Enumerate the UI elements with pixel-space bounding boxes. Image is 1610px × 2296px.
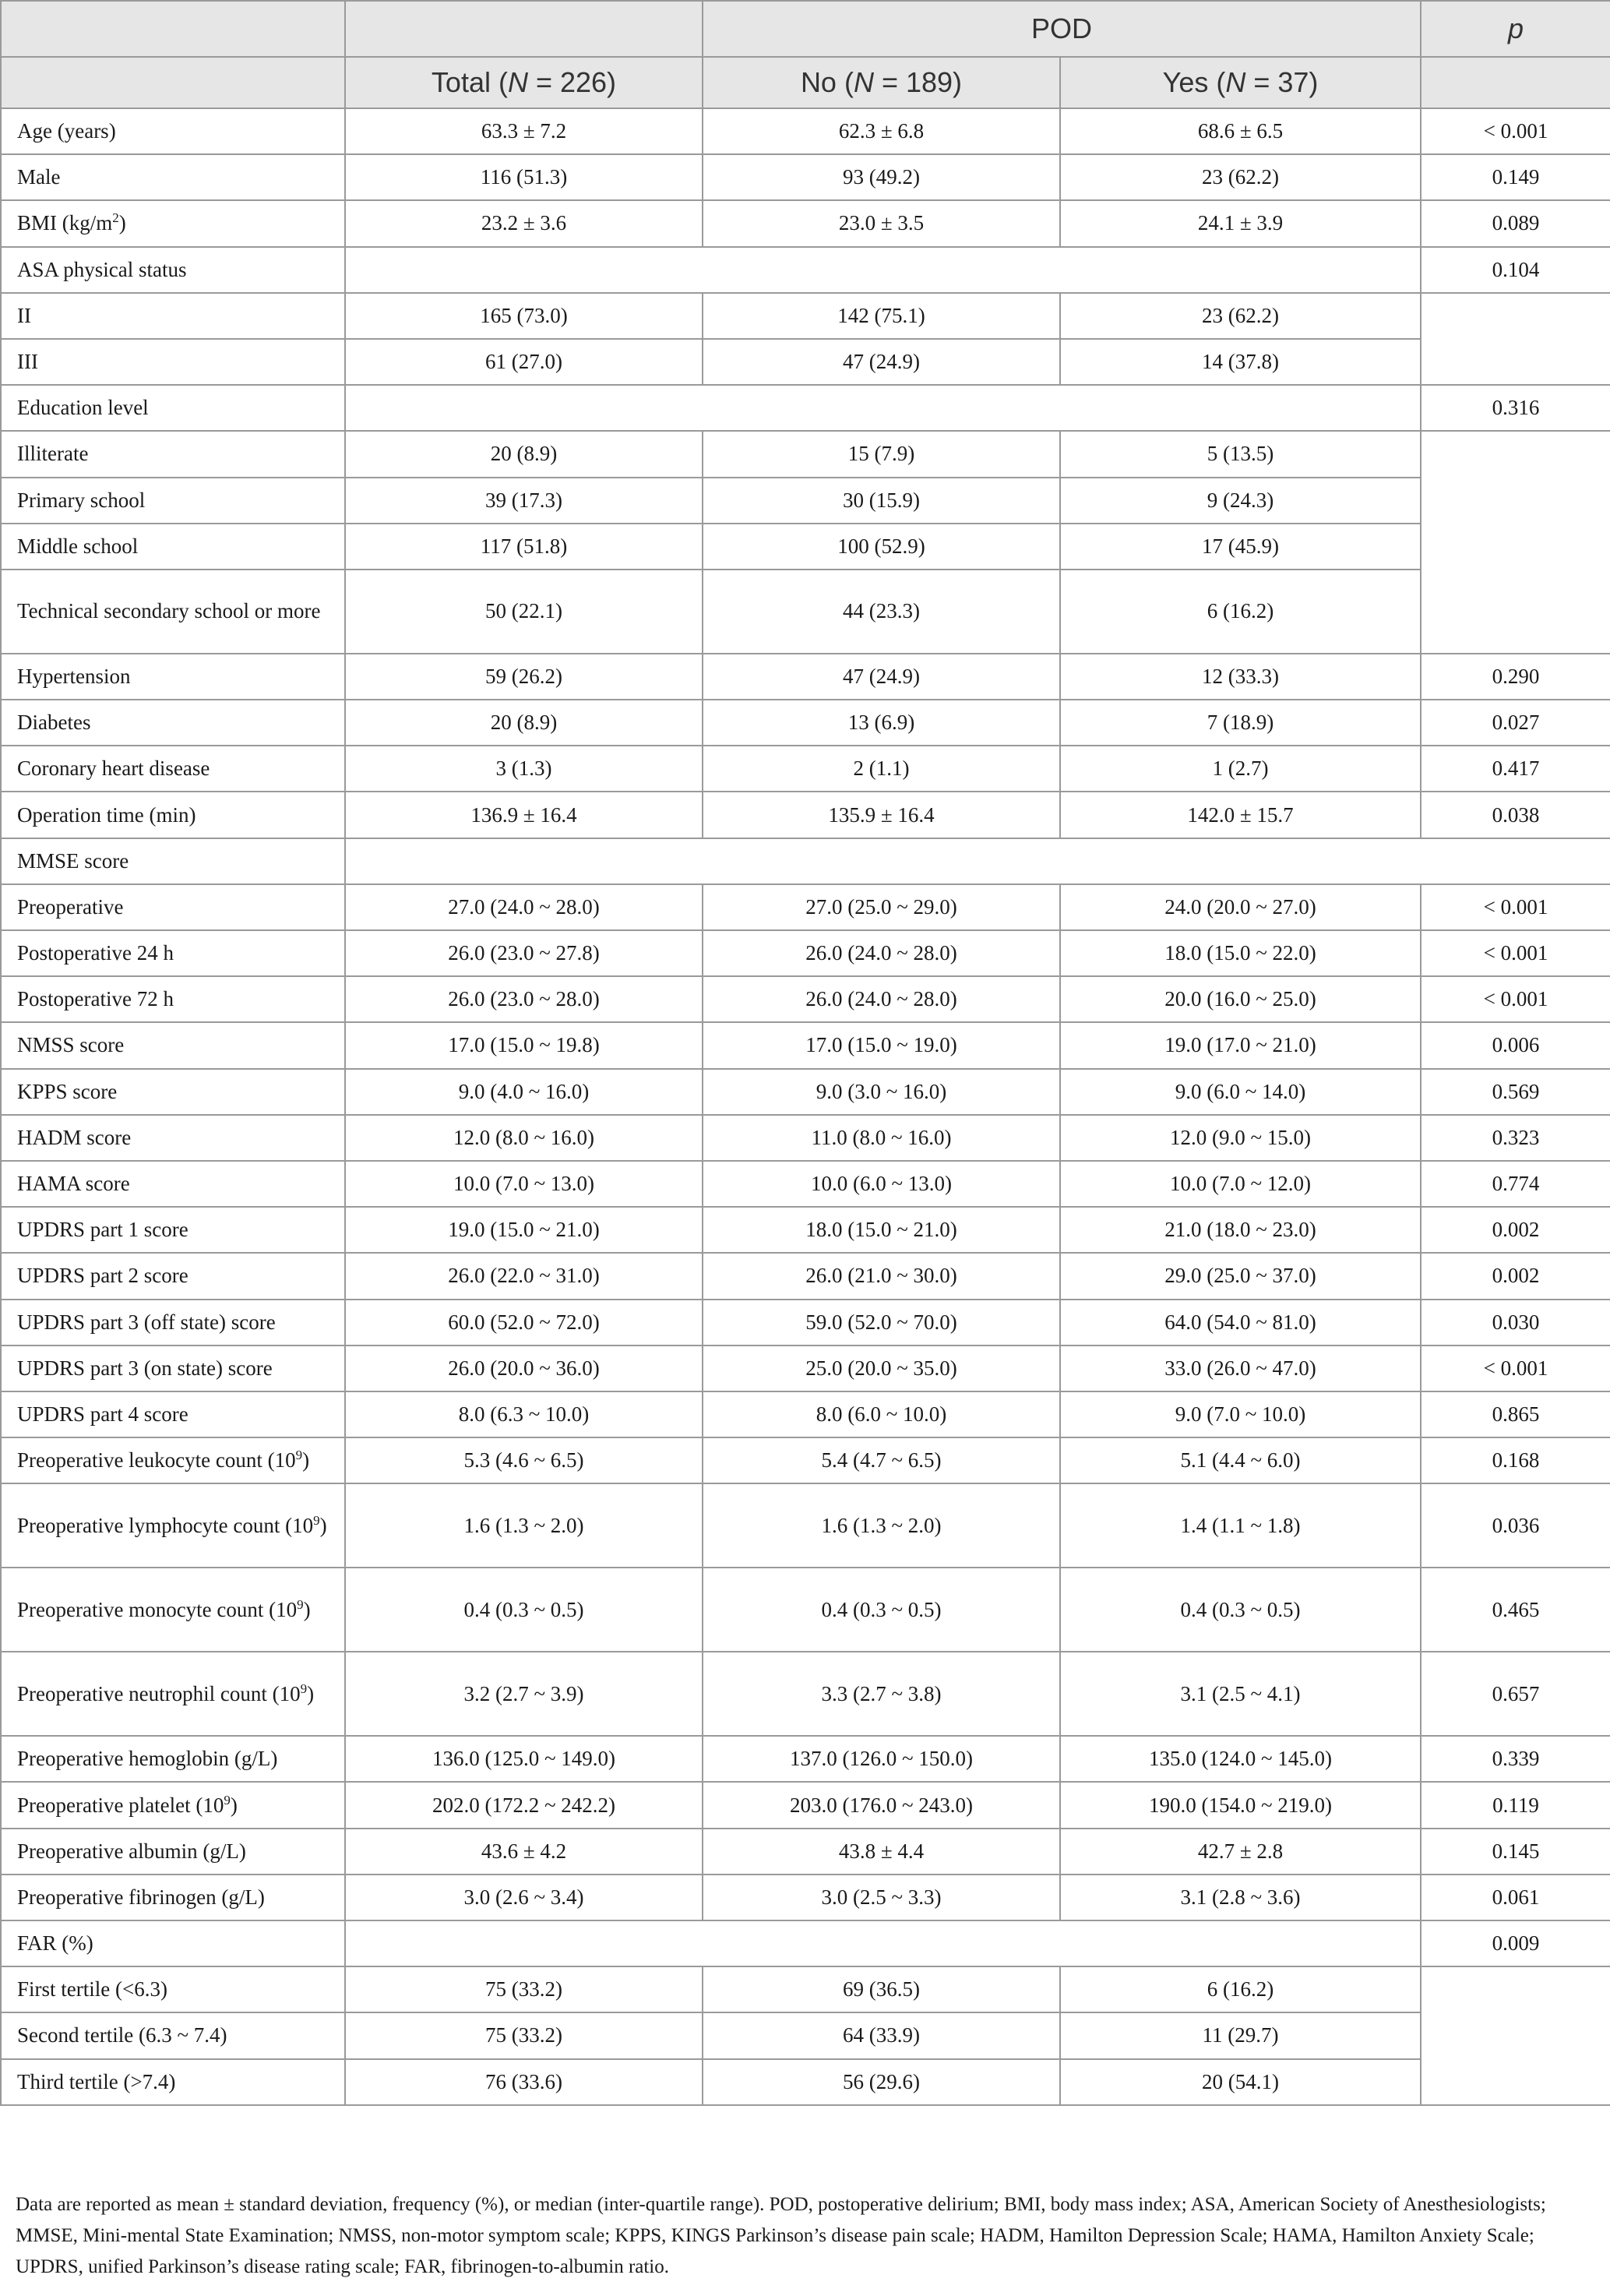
cell-total: 39 (17.3) xyxy=(345,478,703,524)
cell-no: 25.0 (20.0 ~ 35.0) xyxy=(703,1346,1060,1391)
cell-p-value: 0.417 xyxy=(1421,746,1610,792)
cell-no: 142 (75.1) xyxy=(703,293,1060,339)
cell-no: 26.0 (24.0 ~ 28.0) xyxy=(703,976,1060,1022)
cell-no: 26.0 (24.0 ~ 28.0) xyxy=(703,930,1060,976)
row-label: Primary school xyxy=(1,478,345,524)
row-label: UPDRS part 1 score xyxy=(1,1207,345,1253)
cell-no: 23.0 ± 3.5 xyxy=(703,200,1060,246)
cell-total: 9.0 (4.0 ~ 16.0) xyxy=(345,1069,703,1115)
cell-no: 47 (24.9) xyxy=(703,654,1060,700)
row-label: Middle school xyxy=(1,524,345,570)
cell-total: 117 (51.8) xyxy=(345,524,703,570)
row-label-end: ) xyxy=(303,1597,311,1621)
header-empty-total-cell xyxy=(345,1,703,57)
row-label: Preoperative xyxy=(1,884,345,930)
cell-no: 43.8 ± 4.4 xyxy=(703,1829,1060,1875)
cell-total: 5.3 (4.6 ~ 6.5) xyxy=(345,1437,703,1483)
cell-total: 26.0 (23.0 ~ 28.0) xyxy=(345,976,703,1022)
row-label: Illiterate xyxy=(1,431,345,477)
cell-no: 0.4 (0.3 ~ 0.5) xyxy=(703,1568,1060,1652)
group-spacer-cell xyxy=(345,247,1421,293)
row-label: Coronary heart disease xyxy=(1,746,345,792)
row-label: HAMA score xyxy=(1,1161,345,1207)
cell-yes: 12 (33.3) xyxy=(1060,654,1421,700)
row-label: FAR (%) xyxy=(1,1920,345,1966)
cell-total: 136.0 (125.0 ~ 149.0) xyxy=(345,1736,703,1782)
row-label xyxy=(1,1652,345,1736)
row-label: UPDRS part 3 (off state) score xyxy=(1,1300,345,1346)
cell-total: 8.0 (6.3 ~ 10.0) xyxy=(345,1391,703,1437)
row-label-text: Preoperative leukocyte count (10 xyxy=(17,1448,296,1472)
header-total-n: N xyxy=(507,66,528,98)
row-label: Technical secondary school or more xyxy=(1,570,345,654)
table-row xyxy=(1,1829,1610,1875)
cell-total: 3.0 (2.6 ~ 3.4) xyxy=(345,1875,703,1920)
cell-no: 3.0 (2.5 ~ 3.3) xyxy=(703,1875,1060,1920)
cell-p-value: 0.038 xyxy=(1421,792,1610,838)
cell-p-value-merged xyxy=(1421,293,1610,385)
cell-yes: 1.4 (1.1 ~ 1.8) xyxy=(1060,1483,1421,1568)
cell-yes: 9.0 (7.0 ~ 10.0) xyxy=(1060,1391,1421,1437)
cell-no: 47 (24.9) xyxy=(703,339,1060,385)
row-label xyxy=(1,1483,345,1568)
cell-p-value-merged xyxy=(1421,1966,1610,2105)
cell-no: 18.0 (15.0 ~ 21.0) xyxy=(703,1207,1060,1253)
cell-yes: 0.4 (0.3 ~ 0.5) xyxy=(1060,1568,1421,1652)
cell-no: 44 (23.3) xyxy=(703,570,1060,654)
row-label: KPPS score xyxy=(1,1069,345,1115)
cell-yes: 6 (16.2) xyxy=(1060,570,1421,654)
cell-no: 69 (36.5) xyxy=(703,1966,1060,2012)
table-row xyxy=(1,2059,1610,2105)
cell-no: 26.0 (21.0 ~ 30.0) xyxy=(703,1253,1060,1299)
header-no-prefix: No ( xyxy=(800,66,854,98)
cell-total: 50 (22.1) xyxy=(345,570,703,654)
cell-no: 3.3 (2.7 ~ 3.8) xyxy=(703,1652,1060,1736)
header-no-n: N xyxy=(853,66,874,98)
cell-yes: 190.0 (154.0 ~ 219.0) xyxy=(1060,1782,1421,1828)
cell-p-value: < 0.001 xyxy=(1421,930,1610,976)
cell-yes: 24.1 ± 3.9 xyxy=(1060,200,1421,246)
row-label-superscript: 9 xyxy=(313,1512,320,1528)
table-row xyxy=(1,1437,1610,1483)
cell-yes: 3.1 (2.5 ~ 4.1) xyxy=(1060,1652,1421,1736)
table-footnote: Data are reported as mean ± standard deviation, frequency (%), or median (inter-quartile range). POD, postoperative delirium; BMI, body mass index; ASA, American Society of Anesthesiologists; MMSE, Mini-mental State Examination; NMSS, non-motor symptom scale; KPPS, KINGS Parkinson’s disease pain scale; HADM, Hamilton Depression Scale; HAMA, Hamilton Anxiety Scale; UPDRS, unified Parkinson’s disease rating scale; FAR, fibrinogen-to-albumin ratio. xyxy=(16,2194,1546,2277)
header-empty-label-cell xyxy=(1,57,345,108)
row-label: Male xyxy=(1,154,345,200)
cell-yes: 68.6 ± 6.5 xyxy=(1060,108,1421,154)
cell-total: 20 (8.9) xyxy=(345,700,703,746)
table-row xyxy=(1,1736,1610,1782)
cell-p-value: < 0.001 xyxy=(1421,1346,1610,1391)
cell-p-value: 0.036 xyxy=(1421,1483,1610,1568)
table-row xyxy=(1,1652,1610,1736)
cell-no: 2 (1.1) xyxy=(703,746,1060,792)
table-row xyxy=(1,1966,1610,2012)
row-label-text: Preoperative lymphocyte count (10 xyxy=(17,1513,314,1537)
group-spacer-cell xyxy=(345,838,1610,884)
row-label: UPDRS part 3 (on state) score xyxy=(1,1346,345,1391)
table-row xyxy=(1,1300,1610,1346)
cell-total: 76 (33.6) xyxy=(345,2059,703,2105)
row-label-superscript: 9 xyxy=(297,1596,304,1612)
table-row xyxy=(1,154,1610,200)
cell-no: 64 (33.9) xyxy=(703,2012,1060,2058)
cell-p-value: 0.865 xyxy=(1421,1391,1610,1437)
cell-yes: 1 (2.7) xyxy=(1060,746,1421,792)
cell-no: 27.0 (25.0 ~ 29.0) xyxy=(703,884,1060,930)
cell-p-value: 0.774 xyxy=(1421,1161,1610,1207)
table-row xyxy=(1,700,1610,746)
row-label-superscript: 9 xyxy=(295,1448,303,1463)
table-row xyxy=(1,1920,1610,1966)
table-row xyxy=(1,930,1610,976)
header-yes-n: N xyxy=(1225,66,1246,98)
cell-yes: 64.0 (54.0 ~ 81.0) xyxy=(1060,1300,1421,1346)
cell-yes: 20.0 (16.0 ~ 25.0) xyxy=(1060,976,1421,1022)
table-row xyxy=(1,1115,1610,1161)
cell-total: 23.2 ± 3.6 xyxy=(345,200,703,246)
cell-no: 93 (49.2) xyxy=(703,154,1060,200)
cell-no: 1.6 (1.3 ~ 2.0) xyxy=(703,1483,1060,1568)
table-row xyxy=(1,1483,1610,1568)
row-label-text: Preoperative neutrophil count (10 xyxy=(17,1681,301,1705)
header-row-group xyxy=(1,1,1610,57)
cell-yes: 12.0 (9.0 ~ 15.0) xyxy=(1060,1115,1421,1161)
table-row xyxy=(1,1161,1610,1207)
table-body xyxy=(1,108,1610,2105)
row-label: Preoperative fibrinogen (g/L) xyxy=(1,1875,345,1920)
row-label: HADM score xyxy=(1,1115,345,1161)
table-row xyxy=(1,293,1610,339)
table-row xyxy=(1,654,1610,700)
cell-no: 9.0 (3.0 ~ 16.0) xyxy=(703,1069,1060,1115)
table-row xyxy=(1,339,1610,385)
table-row xyxy=(1,385,1610,431)
table-row xyxy=(1,884,1610,930)
row-label: Diabetes xyxy=(1,700,345,746)
cell-p-value: 0.009 xyxy=(1421,1920,1610,1966)
header-total xyxy=(345,57,703,108)
cell-total: 59 (26.2) xyxy=(345,654,703,700)
table-row xyxy=(1,524,1610,570)
cell-yes: 23 (62.2) xyxy=(1060,154,1421,200)
cell-yes: 5.1 (4.4 ~ 6.0) xyxy=(1060,1437,1421,1483)
row-label-end: ) xyxy=(302,1448,310,1472)
row-label: Education level xyxy=(1,385,345,431)
cell-total: 3.2 (2.7 ~ 3.9) xyxy=(345,1652,703,1736)
row-label-end: ) xyxy=(118,211,126,235)
cell-no: 13 (6.9) xyxy=(703,700,1060,746)
table-row xyxy=(1,570,1610,654)
row-label: III xyxy=(1,339,345,385)
row-label xyxy=(1,1437,345,1483)
row-label: NMSS score xyxy=(1,1022,345,1068)
cell-no: 15 (7.9) xyxy=(703,431,1060,477)
cell-p-value: 0.657 xyxy=(1421,1652,1610,1736)
table-row xyxy=(1,108,1610,154)
header-row-columns xyxy=(1,57,1610,108)
cell-total: 43.6 ± 4.2 xyxy=(345,1829,703,1875)
cell-yes: 29.0 (25.0 ~ 37.0) xyxy=(1060,1253,1421,1299)
cell-total: 17.0 (15.0 ~ 19.8) xyxy=(345,1022,703,1068)
cell-total: 19.0 (15.0 ~ 21.0) xyxy=(345,1207,703,1253)
cell-total: 63.3 ± 7.2 xyxy=(345,108,703,154)
cell-p-value: 0.465 xyxy=(1421,1568,1610,1652)
row-label: Preoperative hemoglobin (g/L) xyxy=(1,1736,345,1782)
table-row xyxy=(1,1391,1610,1437)
row-label: First tertile (<6.3) xyxy=(1,1966,345,2012)
cell-total: 1.6 (1.3 ~ 2.0) xyxy=(345,1483,703,1568)
row-label: UPDRS part 4 score xyxy=(1,1391,345,1437)
cell-yes: 17 (45.9) xyxy=(1060,524,1421,570)
cell-no: 30 (15.9) xyxy=(703,478,1060,524)
row-label: Postoperative 72 h xyxy=(1,976,345,1022)
row-label: Preoperative albumin (g/L) xyxy=(1,1829,345,1875)
table-header xyxy=(1,1,1610,108)
cell-yes: 23 (62.2) xyxy=(1060,293,1421,339)
cell-p-value: 0.168 xyxy=(1421,1437,1610,1483)
cell-yes: 18.0 (15.0 ~ 22.0) xyxy=(1060,930,1421,976)
cell-total: 75 (33.2) xyxy=(345,1966,703,2012)
header-empty-p-cell xyxy=(1421,57,1610,108)
row-label-superscript: 2 xyxy=(112,210,119,226)
row-label: Second tertile (6.3 ~ 7.4) xyxy=(1,2012,345,2058)
header-no xyxy=(703,57,1060,108)
cell-total: 60.0 (52.0 ~ 72.0) xyxy=(345,1300,703,1346)
cell-yes: 5 (13.5) xyxy=(1060,431,1421,477)
table-row xyxy=(1,1022,1610,1068)
table-row xyxy=(1,1253,1610,1299)
header-yes-prefix: Yes ( xyxy=(1162,66,1226,98)
cell-p-value: 0.002 xyxy=(1421,1207,1610,1253)
cell-p-value: < 0.001 xyxy=(1421,884,1610,930)
header-p xyxy=(1421,1,1610,57)
cell-p-value: 0.145 xyxy=(1421,1829,1610,1875)
table-row xyxy=(1,431,1610,477)
cell-yes: 142.0 ± 15.7 xyxy=(1060,792,1421,838)
header-yes-suffix: = 37) xyxy=(1245,66,1319,98)
table-row xyxy=(1,838,1610,884)
table-row xyxy=(1,1346,1610,1391)
row-label xyxy=(1,1568,345,1652)
cell-no: 56 (29.6) xyxy=(703,2059,1060,2105)
header-total-prefix: Total ( xyxy=(431,66,508,98)
cell-total: 165 (73.0) xyxy=(345,293,703,339)
cell-p-value: 0.061 xyxy=(1421,1875,1610,1920)
table-row xyxy=(1,2012,1610,2058)
cell-p-value: 0.569 xyxy=(1421,1069,1610,1115)
header-total-suffix: = 226) xyxy=(527,66,617,98)
header-p-text: p xyxy=(1508,12,1524,44)
cell-total: 12.0 (8.0 ~ 16.0) xyxy=(345,1115,703,1161)
cell-no: 5.4 (4.7 ~ 6.5) xyxy=(703,1437,1060,1483)
cell-no: 62.3 ± 6.8 xyxy=(703,108,1060,154)
cell-p-value: 0.339 xyxy=(1421,1736,1610,1782)
cell-p-value: 0.027 xyxy=(1421,700,1610,746)
row-label: II xyxy=(1,293,345,339)
cell-total: 75 (33.2) xyxy=(345,2012,703,2058)
cell-p-value: 0.290 xyxy=(1421,654,1610,700)
table-row xyxy=(1,976,1610,1022)
cell-total: 10.0 (7.0 ~ 13.0) xyxy=(345,1161,703,1207)
cell-no: 10.0 (6.0 ~ 13.0) xyxy=(703,1161,1060,1207)
cell-total: 61 (27.0) xyxy=(345,339,703,385)
row-label: Age (years) xyxy=(1,108,345,154)
row-label-text: Preoperative platelet (10 xyxy=(17,1793,224,1817)
table-row xyxy=(1,200,1610,246)
cell-p-value: 0.002 xyxy=(1421,1253,1610,1299)
row-label-superscript: 9 xyxy=(224,1792,231,1808)
cell-yes: 21.0 (18.0 ~ 23.0) xyxy=(1060,1207,1421,1253)
cell-yes: 10.0 (7.0 ~ 12.0) xyxy=(1060,1161,1421,1207)
row-label: MMSE score xyxy=(1,838,345,884)
cell-yes: 19.0 (17.0 ~ 21.0) xyxy=(1060,1022,1421,1068)
cell-total: 20 (8.9) xyxy=(345,431,703,477)
table-row xyxy=(1,1069,1610,1115)
cell-p-value: 0.149 xyxy=(1421,154,1610,200)
table-row xyxy=(1,1568,1610,1652)
header-no-suffix: = 189) xyxy=(873,66,963,98)
cell-p-value: 0.104 xyxy=(1421,247,1610,293)
cell-p-value: < 0.001 xyxy=(1421,108,1610,154)
row-label xyxy=(1,1782,345,1828)
header-pod: POD xyxy=(703,1,1421,57)
cell-yes: 9.0 (6.0 ~ 14.0) xyxy=(1060,1069,1421,1115)
group-spacer-cell xyxy=(345,1920,1421,1966)
cell-no: 135.9 ± 16.4 xyxy=(703,792,1060,838)
cell-no: 137.0 (126.0 ~ 150.0) xyxy=(703,1736,1060,1782)
row-label: ASA physical status xyxy=(1,247,345,293)
cell-total: 26.0 (23.0 ~ 27.8) xyxy=(345,930,703,976)
row-label: Third tertile (>7.4) xyxy=(1,2059,345,2105)
cell-total: 116 (51.3) xyxy=(345,154,703,200)
cell-p-value: 0.119 xyxy=(1421,1782,1610,1828)
table-row xyxy=(1,247,1610,293)
cell-no: 100 (52.9) xyxy=(703,524,1060,570)
cell-total: 26.0 (20.0 ~ 36.0) xyxy=(345,1346,703,1391)
cell-yes: 7 (18.9) xyxy=(1060,700,1421,746)
table-row xyxy=(1,746,1610,792)
cell-no: 203.0 (176.0 ~ 243.0) xyxy=(703,1782,1060,1828)
cell-total: 27.0 (24.0 ~ 28.0) xyxy=(345,884,703,930)
table-row xyxy=(1,1207,1610,1253)
cell-yes: 24.0 (20.0 ~ 27.0) xyxy=(1060,884,1421,930)
cell-p-value: < 0.001 xyxy=(1421,976,1610,1022)
cell-total: 3 (1.3) xyxy=(345,746,703,792)
header-empty-cell xyxy=(1,1,345,57)
row-label xyxy=(1,200,345,246)
table-row xyxy=(1,478,1610,524)
cell-no: 17.0 (15.0 ~ 19.0) xyxy=(703,1022,1060,1068)
row-label: UPDRS part 2 score xyxy=(1,1253,345,1299)
cell-p-value: 0.030 xyxy=(1421,1300,1610,1346)
row-label: Operation time (min) xyxy=(1,792,345,838)
cell-total: 202.0 (172.2 ~ 242.2) xyxy=(345,1782,703,1828)
cell-yes: 3.1 (2.8 ~ 3.6) xyxy=(1060,1875,1421,1920)
row-label-end: ) xyxy=(307,1681,315,1705)
cell-yes: 9 (24.3) xyxy=(1060,478,1421,524)
cell-total: 26.0 (22.0 ~ 31.0) xyxy=(345,1253,703,1299)
cell-p-value-merged xyxy=(1421,431,1610,654)
cell-p-value: 0.006 xyxy=(1421,1022,1610,1068)
cell-yes: 6 (16.2) xyxy=(1060,1966,1421,2012)
row-label-superscript: 9 xyxy=(300,1681,308,1696)
row-label: Hypertension xyxy=(1,654,345,700)
header-yes xyxy=(1060,57,1421,108)
group-spacer-cell xyxy=(345,385,1421,431)
cell-no: 59.0 (52.0 ~ 70.0) xyxy=(703,1300,1060,1346)
table-row xyxy=(1,792,1610,838)
cell-yes: 11 (29.7) xyxy=(1060,2012,1421,2058)
cell-p-value: 0.316 xyxy=(1421,385,1610,431)
table-row xyxy=(1,1782,1610,1828)
cell-yes: 20 (54.1) xyxy=(1060,2059,1421,2105)
cell-no: 8.0 (6.0 ~ 10.0) xyxy=(703,1391,1060,1437)
cell-yes: 33.0 (26.0 ~ 47.0) xyxy=(1060,1346,1421,1391)
cell-p-value: 0.323 xyxy=(1421,1115,1610,1161)
row-label-text: Preoperative monocyte count (10 xyxy=(17,1597,298,1621)
cell-yes: 135.0 (124.0 ~ 145.0) xyxy=(1060,1736,1421,1782)
cell-total: 0.4 (0.3 ~ 0.5) xyxy=(345,1568,703,1652)
cell-yes: 42.7 ± 2.8 xyxy=(1060,1829,1421,1875)
cell-yes: 14 (37.8) xyxy=(1060,339,1421,385)
cell-no: 11.0 (8.0 ~ 16.0) xyxy=(703,1115,1060,1161)
cell-p-value: 0.089 xyxy=(1421,200,1610,246)
table-row xyxy=(1,1875,1610,1920)
row-label: Postoperative 24 h xyxy=(1,930,345,976)
row-label-end: ) xyxy=(319,1513,327,1537)
row-label-text: BMI (kg/m xyxy=(17,211,113,235)
cell-total: 136.9 ± 16.4 xyxy=(345,792,703,838)
row-label-end: ) xyxy=(230,1793,238,1817)
